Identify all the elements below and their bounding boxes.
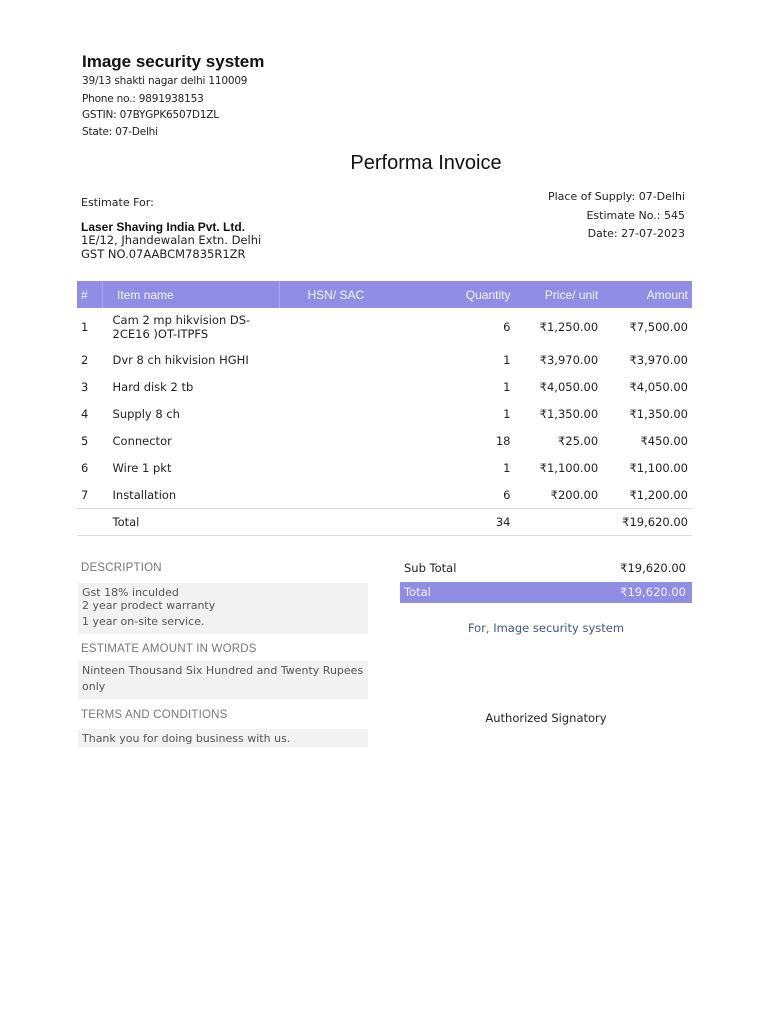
row-price: ₹4,050.00 <box>539 379 599 394</box>
row-quantity: 1 <box>503 379 511 394</box>
total-bar <box>400 582 692 603</box>
authorized-signatory: Authorized Signatory <box>485 711 607 725</box>
table-row <box>77 373 692 400</box>
for-company-line: For, Image security system <box>467 621 625 635</box>
row-number: 6 <box>81 460 89 475</box>
row-quantity: 6 <box>503 320 511 334</box>
row-number: 7 <box>81 487 89 502</box>
row-amount: ₹7,500.00 <box>629 320 688 334</box>
row-hsn <box>280 308 424 346</box>
row-hsn <box>280 373 424 400</box>
row-item-name: Connector <box>112 433 172 448</box>
amount-words-heading: ESTIMATE AMOUNT IN WORDS <box>81 643 257 655</box>
row-price: ₹1,100.00 <box>539 460 599 475</box>
estimate-for-label: Estimate For: <box>81 196 154 209</box>
row-number: 2 <box>81 352 89 367</box>
row-quantity: 1 <box>503 406 511 421</box>
row-amount: ₹1,100.00 <box>629 460 688 475</box>
row-amount: ₹1,200.00 <box>629 487 688 502</box>
header-number: # <box>77 281 103 308</box>
row-hsn <box>280 427 424 454</box>
table-total-row <box>77 509 692 536</box>
row-amount: ₹1,350.00 <box>629 406 688 421</box>
client-name: Laser Shaving India Pvt. Ltd. <box>81 220 246 234</box>
estimate-number: Estimate No.: 545 <box>586 209 685 222</box>
company-state: State: 07-Delhi <box>82 126 158 138</box>
row-price: ₹25.00 <box>557 433 599 448</box>
row-quantity: 1 <box>503 352 511 367</box>
row-price: ₹1,250.00 <box>539 320 599 334</box>
total-row-spacer <box>77 509 103 536</box>
row-price: ₹200.00 <box>550 487 599 502</box>
table-row <box>77 481 692 509</box>
row-number: 4 <box>81 406 89 421</box>
company-name: Image security system <box>82 52 265 71</box>
description-box <box>78 583 368 634</box>
row-quantity: 18 <box>495 433 511 448</box>
page-title: Performa Invoice <box>350 152 502 174</box>
terms-heading: TERMS AND CONDITIONS <box>81 709 228 721</box>
company-phone: Phone no.: 9891938153 <box>82 93 204 105</box>
row-price: ₹1,350.00 <box>539 406 599 421</box>
row-number: 1 <box>81 320 89 334</box>
header-amount: Amount <box>602 281 692 308</box>
header-hsn-sac: HSN/ SAC <box>280 281 424 308</box>
place-of-supply: Place of Supply: 07-Delhi <box>547 190 685 203</box>
client-address: 1E/12, Jhandewalan Extn. Delhi <box>81 233 262 247</box>
total-row-quantity: 34 <box>424 509 514 536</box>
total-row-price <box>514 509 602 536</box>
table-row <box>77 308 692 346</box>
total-value: ₹19,620.00 <box>620 585 686 599</box>
row-item-name: Hard disk 2 tb <box>112 379 194 394</box>
row-amount: ₹4,050.00 <box>629 379 688 394</box>
description-line: 1 year on-site service. <box>82 615 205 628</box>
row-hsn <box>280 400 424 427</box>
table-row <box>77 346 692 373</box>
row-item-name: Dvr 8 ch hikvision HGHI <box>112 352 249 367</box>
table-header-row <box>77 281 692 308</box>
row-item-name: Wire 1 pkt <box>112 460 172 475</box>
row-amount: ₹450.00 <box>640 433 688 448</box>
header-item-name: Item name <box>103 281 280 308</box>
row-amount: ₹3,970.00 <box>629 352 688 367</box>
total-row-amount: ₹19,620.00 <box>602 509 692 536</box>
row-quantity: 1 <box>503 460 511 475</box>
amount-words-text: Ninteen Thousand Six Hundred and Twenty Rupees only <box>78 661 368 699</box>
row-item-name: Installation <box>112 487 177 502</box>
company-gstin: GSTIN: 07BYGPK6507D1ZL <box>82 109 219 121</box>
row-hsn <box>280 346 424 373</box>
table-row <box>77 400 692 427</box>
estimate-date: Date: 27-07-2023 <box>587 227 685 240</box>
row-price: ₹3,970.00 <box>539 352 599 367</box>
total-label: Total <box>404 585 431 599</box>
description-line: 2 year prodect warranty <box>82 599 216 612</box>
row-item-name: Supply 8 ch <box>112 406 180 421</box>
row-number: 3 <box>81 379 89 394</box>
terms-text: Thank you for doing business with us. <box>78 729 368 747</box>
row-hsn <box>280 454 424 481</box>
subtotal-label: Sub Total <box>404 561 457 575</box>
row-hsn <box>280 481 424 509</box>
description-line: Gst 18% inculded <box>82 586 179 599</box>
subtotal-value: ₹19,620.00 <box>620 561 686 575</box>
total-row-label: Total <box>103 509 280 536</box>
row-item-name: Cam 2 mp hikvision DS-2CE16 )OT-ITPFS <box>112 313 251 341</box>
description-heading: DESCRIPTION <box>81 562 162 574</box>
row-quantity: 6 <box>503 487 511 502</box>
client-gst: GST NO.07AABCM7835R1ZR <box>81 247 246 261</box>
items-table <box>77 281 692 536</box>
table-row <box>77 454 692 481</box>
table-row <box>77 427 692 454</box>
company-address: 39/13 shakti nagar delhi 110009 <box>82 75 248 87</box>
row-number: 5 <box>81 433 89 448</box>
total-row-hsn <box>280 509 424 536</box>
header-price-unit: Price/ unit <box>514 281 602 308</box>
header-quantity: Quantity <box>424 281 514 308</box>
